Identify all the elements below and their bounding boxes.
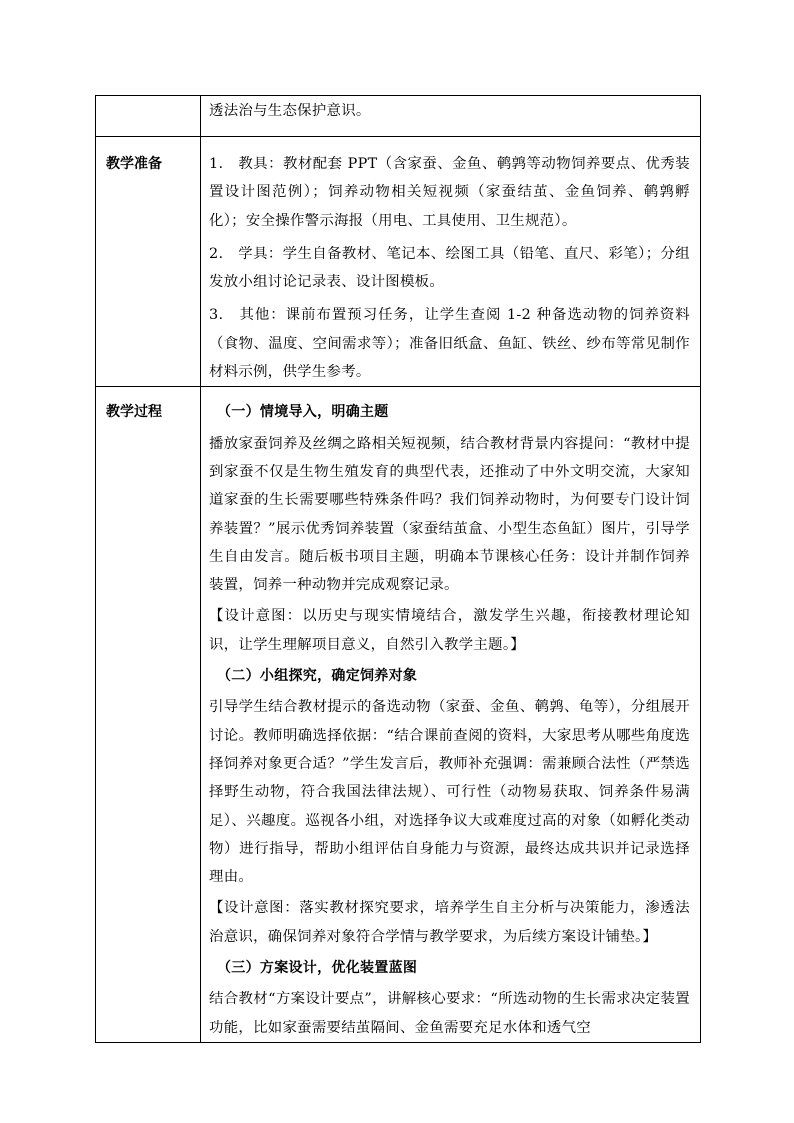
prep-label: 教学准备 bbox=[106, 156, 162, 172]
section-2-design-intent: 【设计意图：落实教材探究要求，培养学生自主分析与决策能力，渗透法治意识，确保饲养对象符合学情与教学要求，为后续方案设计铺垫。】 bbox=[209, 900, 690, 945]
continued-text: 透法治与生态保护意识。 bbox=[209, 103, 371, 119]
prep-label-cell bbox=[96, 137, 201, 387]
prep-item-2: 2. 学具：学生自备教材、笔记本、绘图工具（铅笔、直尺、彩笔）；分组发放小组讨论记录表、设计图模板。 bbox=[209, 245, 690, 291]
continued-label-cell bbox=[96, 96, 201, 137]
section-3-heading: （三）方案设计，优化装置蓝图 bbox=[217, 960, 418, 977]
continued-row bbox=[96, 96, 701, 137]
section-2-body: 引导学生结合教材提示的备选动物（家蚕、金鱼、鹌鹑、龟等），分组展开讨论。教师明确选择依据：“结合课前查阅的资料，大家思考从哪些角度选择饲养对象更合适？”学生发言后，教师补充强调：需兼顾合法性（严禁选择野生动物，符合我国法律法规）、可行性（动物易获取、饲养条件易满足）、兴趣度。巡视各小组，对选择争议大或难度过高的对象（如孵化类动物）进行指导，帮助小组评估自身能力与资源，最终达成共识并记录选择理由。 bbox=[209, 699, 690, 886]
prep-content-cell bbox=[201, 137, 701, 387]
process-row bbox=[96, 387, 701, 1043]
section-2-heading: （二）小组探究，确定饲养对象 bbox=[217, 668, 418, 685]
lesson-plan-table bbox=[95, 95, 701, 1043]
process-label-cell bbox=[96, 387, 201, 1043]
process-label: 教学过程 bbox=[106, 404, 162, 421]
continued-content-cell bbox=[201, 96, 701, 137]
process-content-cell bbox=[201, 387, 701, 1043]
section-1-body: 播放家蚕饲养及丝绸之路相关短视频，结合教材背景内容提问：“教材中提到家蚕不仅是生物生殖发育的典型代表，还推动了中外文明交流，大家知道家蚕的生长需要哪些特殊条件吗？我们饲养动物时，为何要专门设计饲养装置？”展示优秀饲养装置（家蚕结茧盒、小型生态鱼缸）图片，引导学生自由发言。随后板书项目主题，明确本节课核心任务：设计并制作饲养装置，饲养一种动物并完成观察记录。 bbox=[209, 435, 690, 594]
prep-item-1: 1. 教具：教材配套 PPT（含家蚕、金鱼、鹌鹑等动物饲养要点、优秀装置设计图范例）；饲养动物相关短视频（家蚕结茧、金鱼饲养、鹌鹑孵化）；安全操作警示海报（用电、工具使用、卫生规范）。 bbox=[209, 156, 690, 229]
section-1-heading: （一）情境导入，明确主题 bbox=[217, 404, 389, 421]
section-3-body: 结合教材“方案设计要点”，讲解核心要求：“所选动物的生长需求决定装置功能，比如家蚕需要结茧隔间、金鱼需要充足水体和透气空 bbox=[209, 991, 690, 1036]
section-1-design-intent: 【设计意图：以历史与现实情境结合，激发学生兴趣，衔接教材理论知识，让学生理解项目意义，自然引入教学主题。】 bbox=[209, 608, 690, 653]
prep-item-3: 3. 其他：课前布置预习任务，让学生查阅 1-2 种备选动物的饲养资料（食物、温度、空间需求等）；准备旧纸盒、鱼缸、铁丝、纱布等常见制作材料示例，供学生参考。 bbox=[209, 307, 690, 381]
prep-row bbox=[96, 137, 701, 387]
